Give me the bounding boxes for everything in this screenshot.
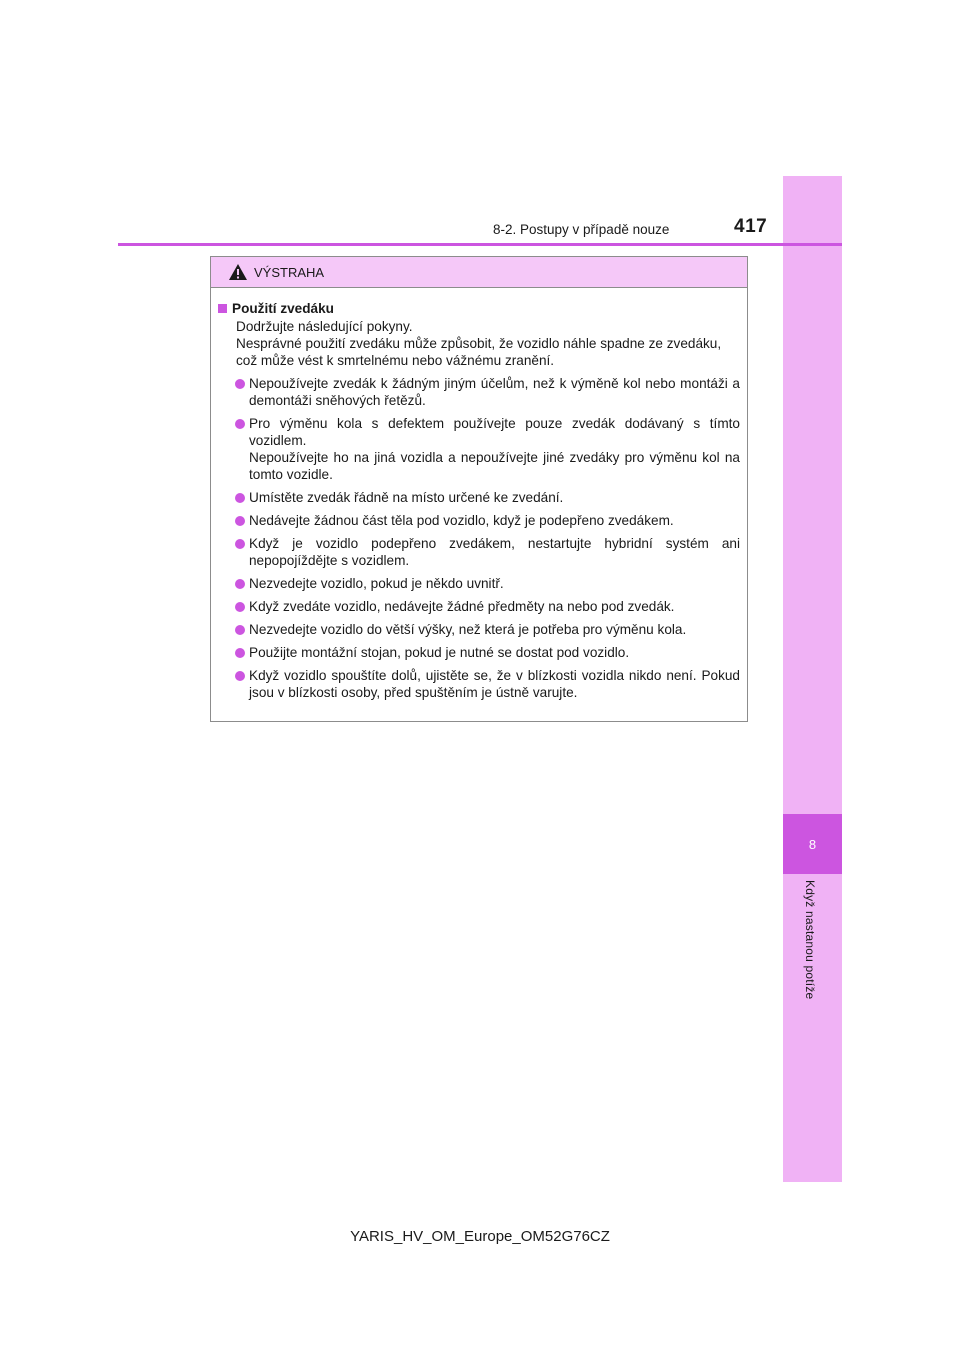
intro-line: Nesprávné použití zvedáku může způsobit, že vozidlo náhle spadne ze zvedáku, což může vést k smrtelnému nebo vážnému zranění. <box>236 336 722 368</box>
warning-bullet-item <box>218 621 740 638</box>
page-number: 417 <box>734 216 768 237</box>
bullet-text: Nezvedejte vozidlo, pokud je někdo uvnitř. <box>249 576 504 591</box>
warning-title: VÝSTRAHA <box>254 264 325 280</box>
round-bullet-icon <box>235 648 245 658</box>
bullet-text: Pro výměnu kola s defektem používejte pouze zvedák dodávaný s tímto vozidlem. <box>249 416 740 448</box>
warning-bullet-item <box>218 598 740 615</box>
round-bullet-icon <box>235 379 245 389</box>
bullet-text: Když zvedáte vozidlo, nedávejte žádné předměty na nebo pod zvedák. <box>249 599 675 614</box>
square-bullet-icon <box>218 304 227 313</box>
round-bullet-icon <box>235 579 245 589</box>
bullet-text: Nezvedejte vozidlo do větší výšky, než která je potřeba pro výměnu kola. <box>249 622 687 637</box>
warning-bullet-item <box>218 489 740 506</box>
bullet-text: Když vozidlo spouštíte dolů, ujistěte se, že v blízkosti vozidla nikdo není. Pokud jsou v blízkosti osoby, před spuštěním je ústně varujte. <box>249 668 740 700</box>
round-bullet-icon <box>235 493 245 503</box>
warning-triangle-icon <box>228 263 248 281</box>
round-bullet-icon <box>235 419 245 429</box>
warning-bullet-item <box>218 375 740 409</box>
subheading-text: Použití zvedáku <box>232 301 334 316</box>
round-bullet-icon <box>235 671 245 681</box>
header-rule <box>118 243 842 246</box>
warning-bullet-item <box>218 512 740 529</box>
warning-body <box>211 288 747 701</box>
bullet-text: Nepoužívejte zvedák k žádným jiným účelům, než k výměně kol nebo montáži a demontáži sněhových řetězů. <box>249 376 740 408</box>
round-bullet-icon <box>235 602 245 612</box>
document-code: YARIS_HV_OM_Europe_OM52G76CZ <box>350 1228 610 1245</box>
warning-header <box>211 257 747 288</box>
warning-box <box>210 256 748 722</box>
warning-intro <box>218 318 740 369</box>
warning-bullet-item <box>218 667 740 701</box>
bullet-text: Když je vozidlo podepřeno zvedákem, nestartujte hybridní systém ani nepopojíždějte s vozidlem. <box>249 536 740 568</box>
section-label: 8-2. Postupy v případě nouze <box>493 222 670 237</box>
warning-bullet-list <box>218 375 740 701</box>
warning-bullet-item <box>218 535 740 569</box>
chapter-side-tab <box>783 176 842 1182</box>
chapter-title: Když nastanou potíže <box>803 880 817 1000</box>
warning-bullet-item <box>218 575 740 592</box>
warning-subheading <box>218 300 740 317</box>
chapter-number: 8 <box>783 814 842 874</box>
bullet-text: Použijte montážní stojan, pokud je nutné se dostat pod vozidlo. <box>249 645 630 660</box>
bullet-text: Nepoužívejte ho na jiná vozidla a nepoužívejte jiné zvedáky pro výměnu kol na tomto vozidle. <box>249 450 740 482</box>
warning-bullet-item <box>218 644 740 661</box>
warning-bullet-item <box>218 415 740 483</box>
round-bullet-icon <box>235 625 245 635</box>
round-bullet-icon <box>235 539 245 549</box>
bullet-text: Umístěte zvedák řádně na místo určené ke zvedání. <box>249 490 564 505</box>
round-bullet-icon <box>235 516 245 526</box>
intro-line: Dodržujte následující pokyny. <box>236 319 413 334</box>
bullet-text: Nedávejte žádnou část těla pod vozidlo, když je podepřeno zvedákem. <box>249 513 674 528</box>
